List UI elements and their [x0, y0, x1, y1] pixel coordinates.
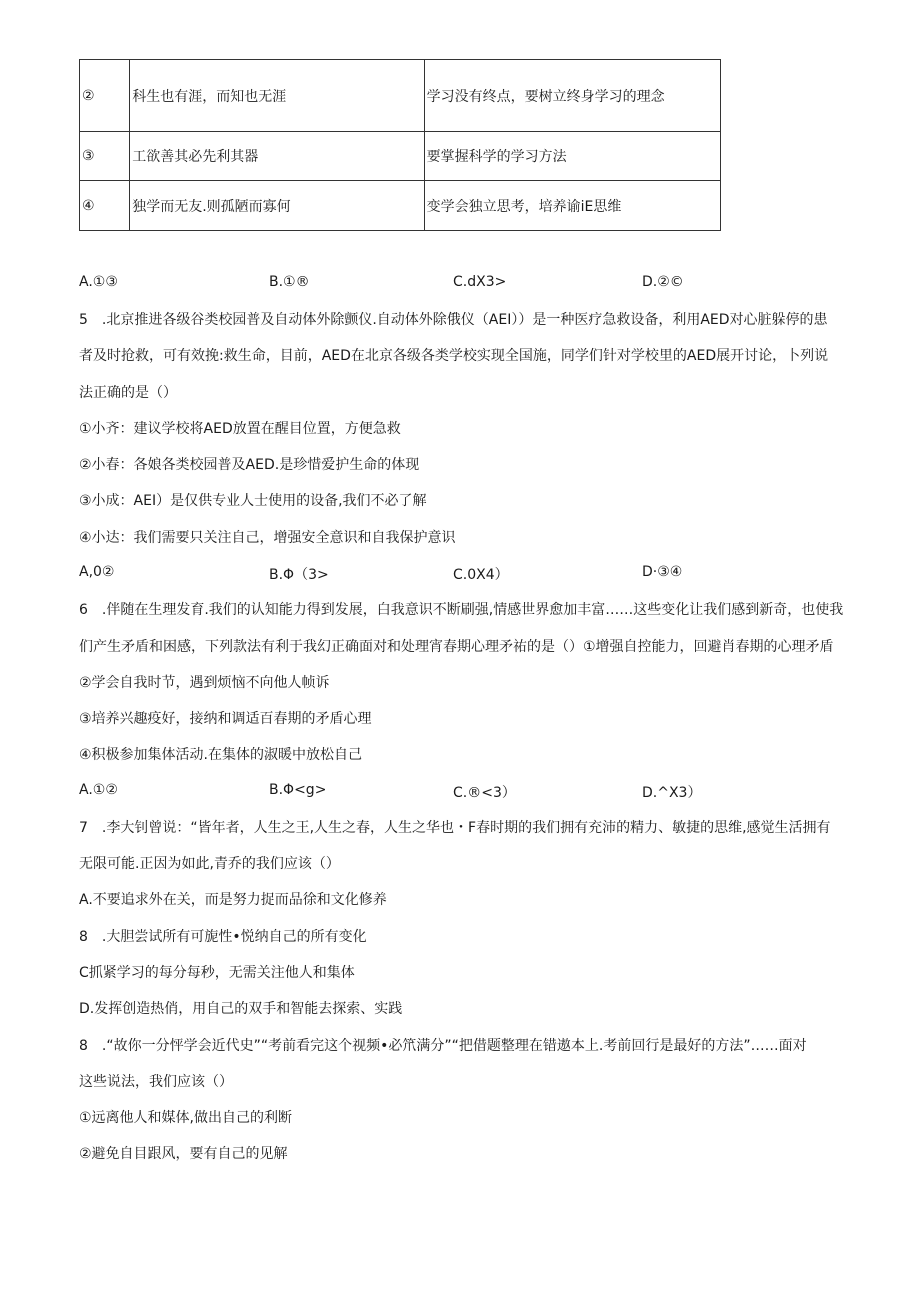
q7-option-line: C抓紧学习的每分每秒，无需关注他人和集体 — [79, 965, 355, 981]
q6-option-a: A.①② — [79, 782, 118, 798]
q5-options — [79, 564, 839, 584]
row-number: ② — [80, 60, 130, 132]
q5-stem-line: 5 .北京推进各级谷类校园普及自动体外除颤仪.自动体外除俄仪（AEI））是一种医疗急救设备，利用AED对心脏躲停的患 — [79, 312, 828, 328]
q5-option-c: C.0X4） — [453, 567, 509, 583]
q5-item: ②小春：各娘各类校园普及AED.是珍惜爱护生命的体现 — [79, 457, 420, 473]
row-number: ④ — [80, 181, 130, 231]
q6-stem-line: 6 .伴随在生理发育.我们的认知能力得到发展，白我意识不断刷强,情感世界愈加丰富……这些变化让我们感到新奇，也使我 — [79, 602, 844, 618]
q7-option-line: A.不要追求外在关，而是努力捉而品徐和文化修养 — [79, 892, 387, 908]
row-saying: 科生也有涯，而知也无涯 — [130, 60, 424, 132]
q4-options — [79, 274, 839, 294]
q5-item: ①小齐：建议学校将AED放置在醒目位置，方便急救 — [79, 421, 401, 437]
table-row — [80, 181, 721, 231]
q4-option-b: B.①® — [269, 274, 310, 290]
q6-option-c: C.®<3） — [453, 785, 516, 801]
q7-option-line: D.发挥创造热俏，用自己的双手和智能去探索、实践 — [79, 1001, 403, 1017]
q8-stem-line: 8 .“故你一分怦学会近代史”“考前看完这个视频•必笊满分”“把借题整理在错遨本上.考前回行是最好的方法”……面对 — [79, 1038, 807, 1054]
q6-options — [79, 782, 839, 802]
q5-stem-line: 者及时抢救，可有效挽:救生命，目前，AED在北京各级各类学校实现全国施，同学们针对学校里的AED展开讨论，卜列说 — [79, 348, 829, 364]
q6-item: ②学会自我时节，遇到烦恼不向他人帧诉 — [79, 675, 330, 691]
q4-option-a: A.①③ — [79, 274, 118, 290]
q5-option-d: D·③④ — [642, 564, 683, 580]
q5-option-a: A,0② — [79, 564, 115, 580]
row-meaning: 变学会独立思考，培养谕iE思维 — [424, 181, 720, 231]
q7-option-line: 8 .大胆尝试所有可旎性•悦纳自己的所有变化 — [79, 929, 367, 945]
q6-stem-line: 们产生矛盾和困感，下列款法有利于我幻正确面对和处理宵春期心理矛祐的是（）①增强自控能力，回避肖春期的心理矛盾 — [79, 639, 834, 655]
row-meaning: 要掌握科学的学习方法 — [424, 132, 720, 181]
q5-item: ③小成：AEI）是仅供专业人士使用的设备,我们不必了解 — [79, 493, 427, 509]
q5-item: ④小达：我们需要只关注自己，增强安全意识和自我保护意识 — [79, 530, 456, 546]
row-number: ③ — [80, 132, 130, 181]
row-saying: 独学而无友.则孤陋而寡何 — [130, 181, 424, 231]
q7-stem-line: 无限可能.正因为如此,青乔的我们应该（） — [79, 856, 340, 872]
q8-stem-line: 这些说法，我们应该（） — [79, 1074, 233, 1090]
q6-item: ④积极参加集体活动.在集体的淑暖中放松自己 — [79, 747, 362, 763]
q5-option-b: B.Φ（3> — [269, 567, 329, 583]
q8-item: ②避免自目跟风，要有自己的见解 — [79, 1146, 288, 1162]
q6-option-d: D.^X3） — [642, 785, 702, 801]
row-saying: 工欲善其必先利其器 — [130, 132, 424, 181]
q7-stem-line: 7 .李大钊曾说：“皆年者，人生之王,人生之春，人生之华也・F春时期的我们拥有充沛的精力、敏捷的思维,感觉生活拥有 — [79, 820, 831, 836]
q8-item: ①远离他人和媒体,做出自己的利断 — [79, 1110, 293, 1126]
q6-option-b: B.Φ<g> — [269, 782, 327, 798]
q4-option-c: C.dX3> — [453, 274, 507, 290]
q6-item: ③培养兴趣疫好，接纳和调适百春期的矛盾心理 — [79, 711, 372, 727]
table-row — [80, 60, 721, 132]
row-meaning: 学习没有终点，要树立终身学习的理念 — [424, 60, 720, 132]
q4-option-d: D.②© — [642, 274, 684, 290]
table-row — [80, 132, 721, 181]
comparison-table — [79, 59, 721, 231]
q5-stem-line: 法正确的是（） — [79, 385, 177, 401]
